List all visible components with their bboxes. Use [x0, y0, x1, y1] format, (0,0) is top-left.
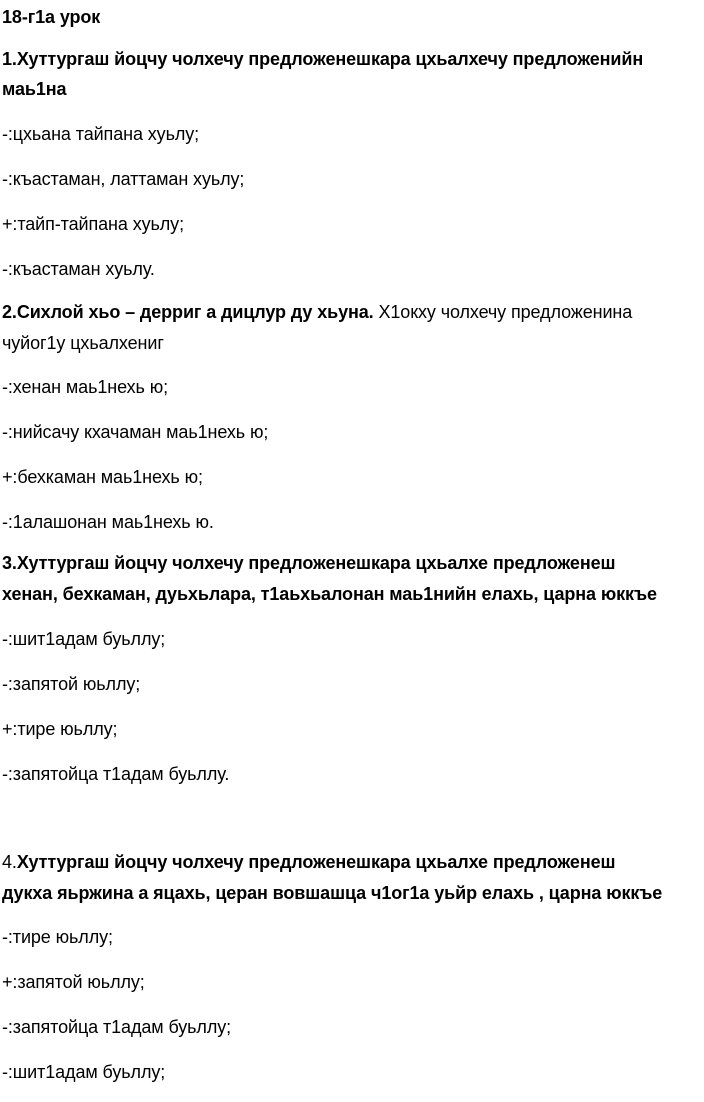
option-marker: +:: [2, 214, 18, 234]
option-text: запятойца т1адам буьллу;: [12, 1017, 232, 1037]
question-2-normal-text: Х1окху чолхечу предложенина: [373, 302, 633, 322]
option-marker: -:: [2, 629, 13, 649]
question-3-option-1: [2, 628, 165, 650]
question-2-option-1: [2, 376, 168, 398]
option-marker: -:: [2, 377, 13, 397]
option-text: къастаман, латтаман хуьлу;: [12, 169, 245, 189]
option-text: хенан маь1нехь ю;: [12, 377, 169, 397]
option-marker: -:: [2, 674, 13, 694]
option-text: 1алашонан маь1нехь ю.: [12, 512, 214, 532]
option-marker: -:: [2, 1017, 13, 1037]
option-marker: +:: [2, 467, 18, 487]
option-text: бехкаман маь1нехь ю;: [17, 467, 203, 487]
question-2-line-2: чуйог1у цхьалхениг: [2, 333, 164, 353]
question-4-line-1: [2, 851, 615, 873]
question-4-option-1: [2, 926, 113, 948]
option-marker: -:: [2, 1062, 13, 1082]
option-marker: -:: [2, 259, 13, 279]
option-text: запятой юьллу;: [17, 972, 145, 992]
option-marker: -:: [2, 927, 13, 947]
question-2-option-4: [2, 511, 214, 533]
option-marker: +:: [2, 972, 18, 992]
option-text: къастаман хуьлу.: [12, 259, 155, 279]
option-text: цхьана тайпана хуьлу;: [12, 124, 200, 144]
question-1-option-2: [2, 168, 244, 190]
question-4-line-2: дукха яьржина а яцахь, церан вовшашца ч1ог1а уьйр елахь , царна юккъе: [2, 883, 663, 903]
question-2-line-1: [2, 301, 632, 323]
option-marker: -:: [2, 169, 13, 189]
option-text: тире юьллу;: [12, 927, 113, 947]
question-1-line-2: маь1на: [2, 79, 67, 99]
question-1-option-4: [2, 258, 155, 280]
question-3-line-1: [2, 552, 615, 574]
question-3-text: Хуттургаш йоцчу чолхечу предложенешкара цхьалхе предложенеш: [16, 553, 616, 573]
question-4-option-4: [2, 1061, 165, 1083]
question-1-option-3: [2, 213, 184, 235]
question-4-number: 4.: [2, 852, 17, 872]
option-text: тайп-тайпана хуьлу;: [17, 214, 184, 234]
question-2-number: 2.: [2, 302, 17, 322]
option-text: шит1адам буьллу;: [12, 1062, 166, 1082]
option-text: запятойца т1адам буьллу.: [12, 764, 230, 784]
option-marker: -:: [2, 124, 13, 144]
question-3-option-3: [2, 718, 117, 740]
option-text: тире юьллу;: [17, 719, 118, 739]
question-1-number: 1.: [2, 49, 17, 69]
option-marker: +:: [2, 719, 18, 739]
question-3-option-2: [2, 673, 140, 695]
option-text: шит1адам буьллу;: [12, 629, 166, 649]
option-marker: -:: [2, 422, 13, 442]
option-marker: -:: [2, 764, 13, 784]
question-4-option-2: [2, 971, 145, 993]
option-marker: -:: [2, 512, 13, 532]
question-1-line-1: [2, 48, 643, 70]
lesson-title: 18-г1а урок: [2, 7, 101, 27]
question-4-option-3: [2, 1016, 231, 1038]
question-3-number: 3.: [2, 553, 17, 573]
option-text: запятой юьллу;: [12, 674, 141, 694]
option-text: нийсачу кхачаман маь1нехь ю;: [12, 422, 269, 442]
question-2-option-3: [2, 466, 203, 488]
question-4-text: Хуттургаш йоцчу чолхечу предложенешкара цхьалхе предложенеш: [16, 852, 616, 872]
question-2-bold-text: Сихлой хьо – дерриг а дицлур ду хьуна.: [16, 302, 374, 322]
question-1-text: Хуттургаш йоцчу чолхечу предложенешкара цхьалхечу предложенийн: [16, 49, 644, 69]
question-2-option-2: [2, 421, 268, 443]
question-3-option-4: [2, 763, 229, 785]
question-3-line-2: хенан, бехкаман, дуьхьлара, т1аьхьалонан маь1нийн елахь, царна юккъе: [2, 584, 657, 604]
question-1-option-1: [2, 123, 199, 145]
